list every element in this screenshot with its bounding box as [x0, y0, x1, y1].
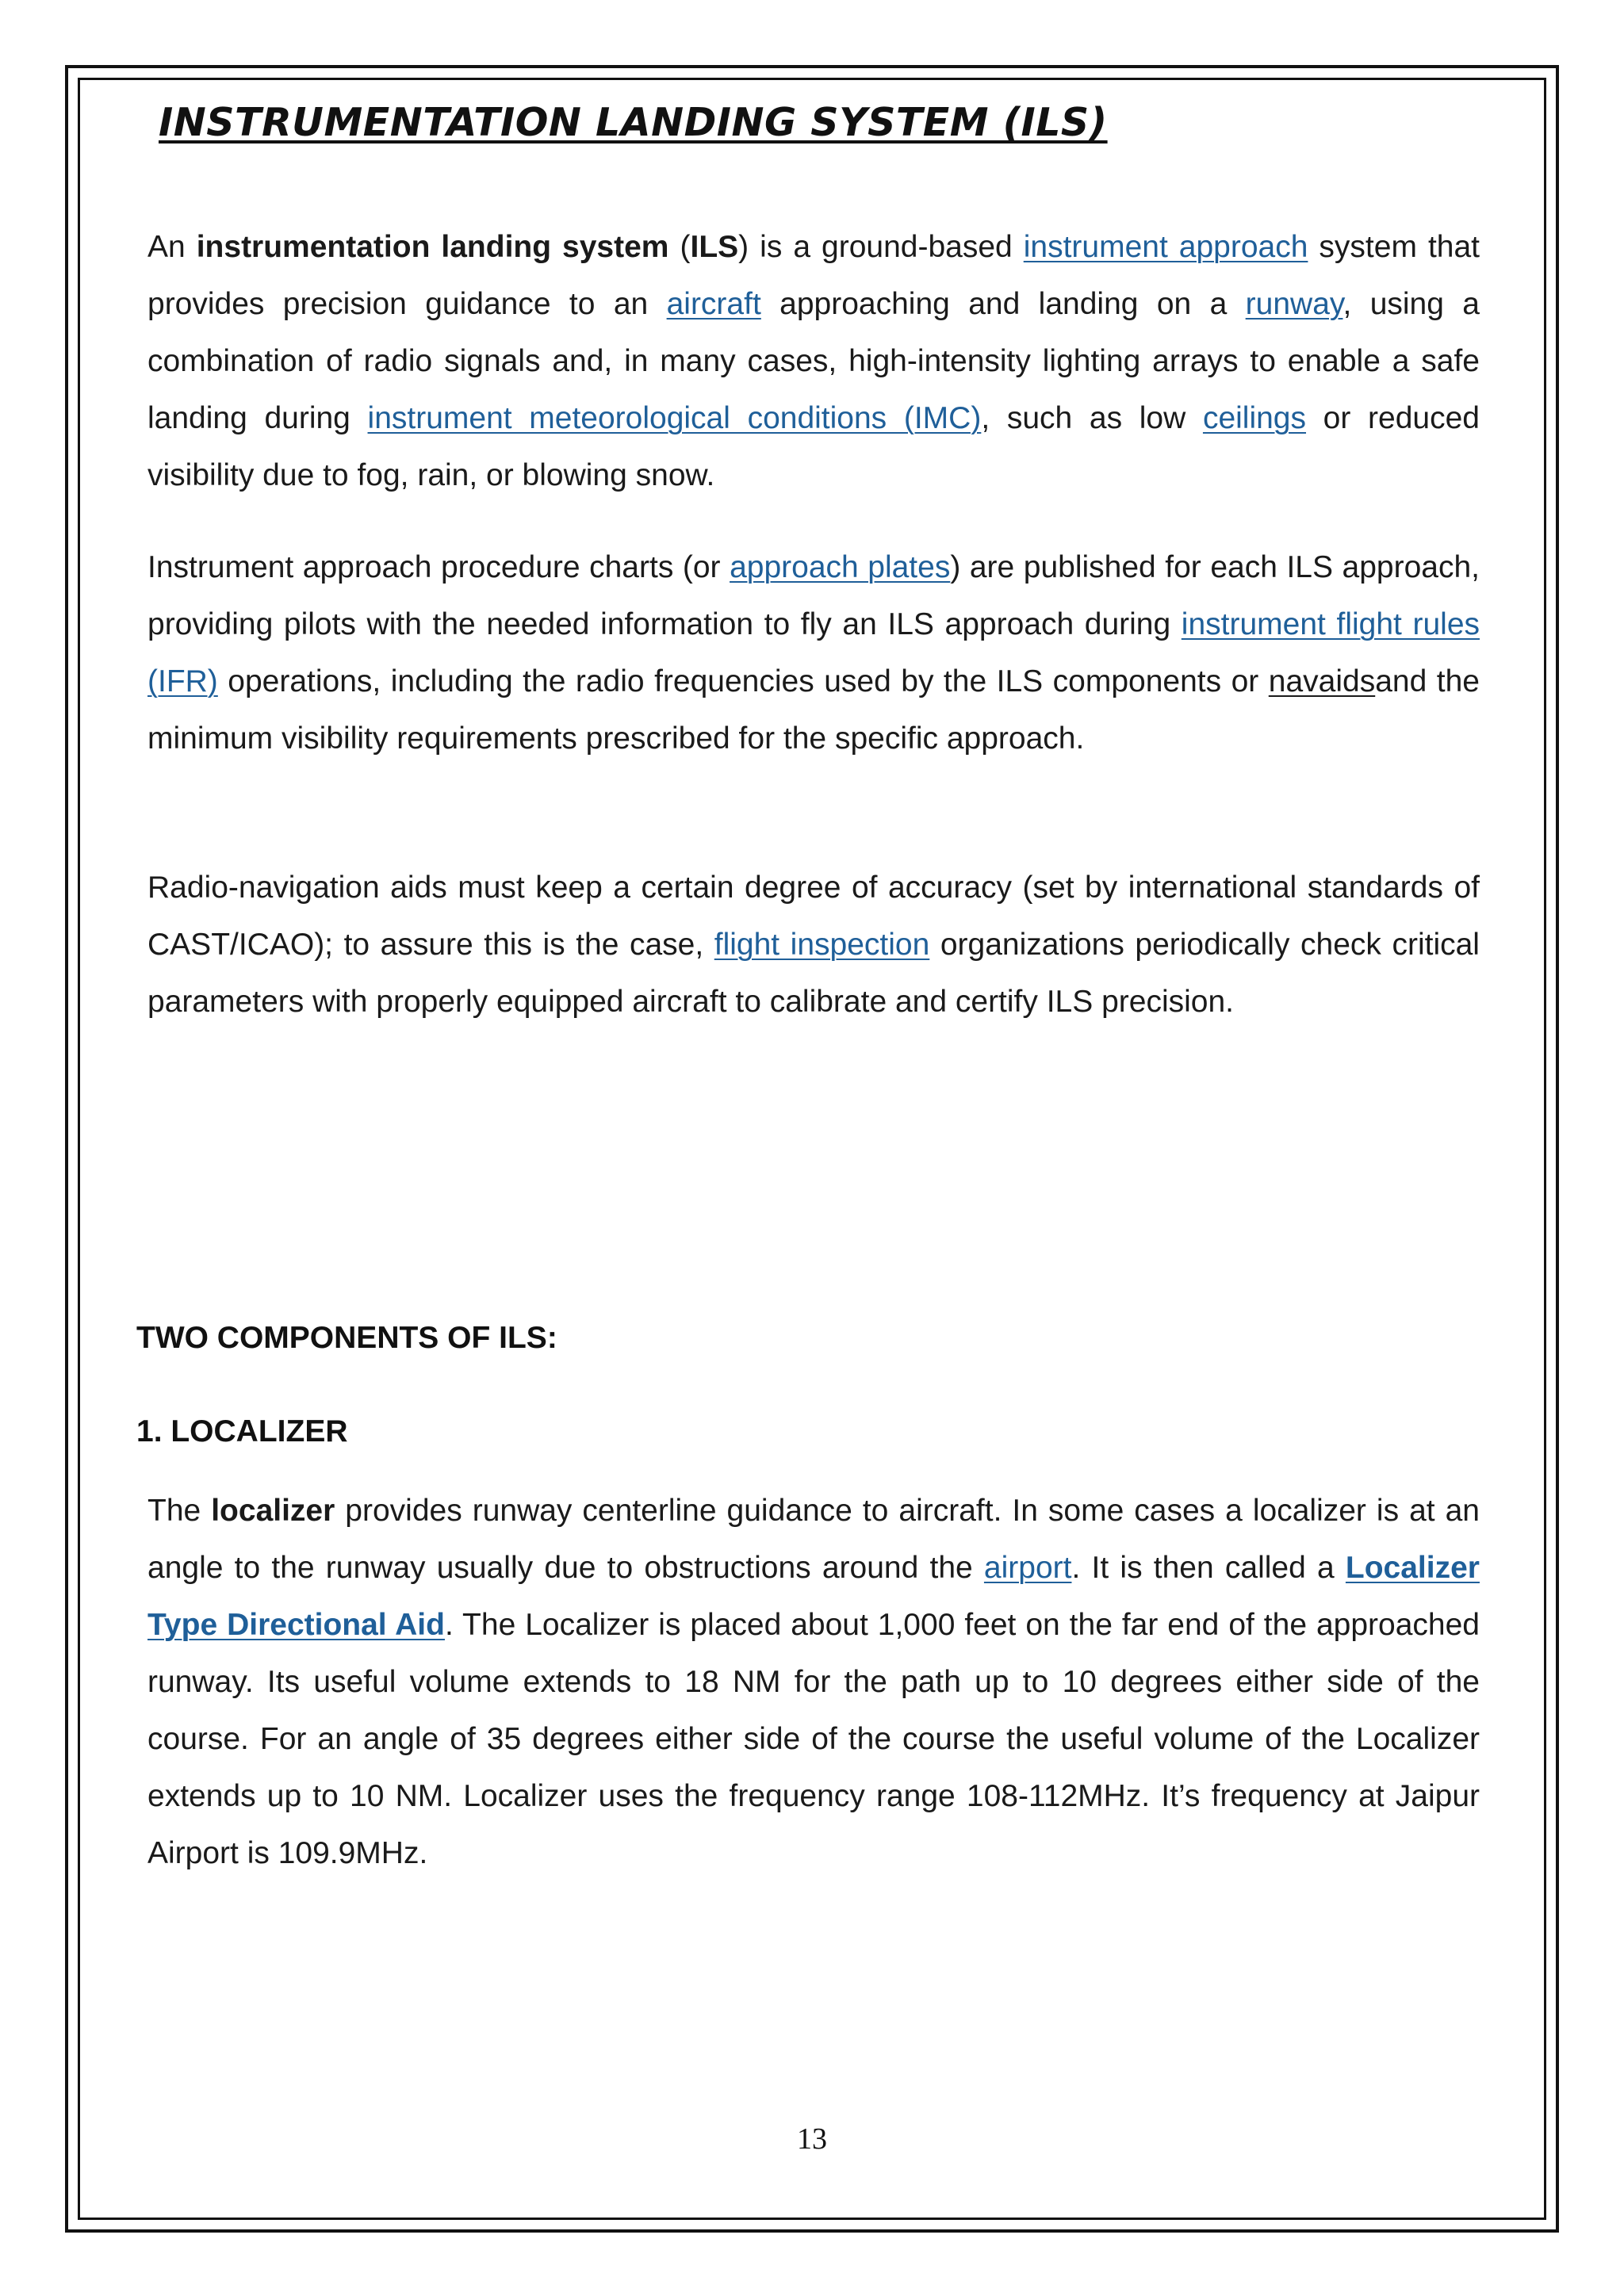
- link-aircraft[interactable]: aircraft: [666, 287, 761, 321]
- link-imc[interactable]: instrument meteorological conditions (IMC): [367, 401, 982, 435]
- accuracy-paragraph: Radio-navigation aids must keep a certain degree of accuracy (set by international standards of CAST/ICAO); to assure this is the case, flight inspection organizations periodically check critical parameters with properly equipped aircraft to calibrate and certify ILS precision.: [147, 871, 1480, 1019]
- localizer-heading: 1. LOCALIZER: [136, 1414, 348, 1448]
- term-ils-full: instrumentation landing system: [196, 230, 669, 264]
- page-number: 13: [797, 2122, 827, 2156]
- navaids-term: navaids: [1268, 664, 1376, 698]
- link-airport[interactable]: airport: [983, 1551, 1072, 1585]
- term-localizer: localizer: [211, 1494, 335, 1528]
- link-flight-inspection[interactable]: flight inspection: [714, 928, 930, 962]
- link-runway[interactable]: runway: [1245, 287, 1343, 321]
- link-ifr[interactable]: instrument flight rules (IFR): [147, 607, 1480, 698]
- link-instrument-approach[interactable]: instrument approach: [1023, 230, 1308, 264]
- localizer-paragraph: The localizer provides runway centerline guidance to aircraft. In some cases a localizer is at an angle to the runway usually due to obstructions around the airport. It is then called a Localizer Type Directional Aid. The Localizer is placed about 1,000 feet on the far end of the approached runway. Its useful volume extends to 18 NM for the path up to 10 degrees either side of the course. For an angle of 35 degrees either side of the course the useful volume of the Localizer extends up to 10 NM. Localizer uses the frequency range 108-112MHz. It’s frequency at Jaipur Airport is 109.9MHz.: [147, 1494, 1480, 1870]
- intro-paragraph: An instrumentation landing system (ILS) is a ground-based instrument approach system that provides precision guidance to an aircraft approaching and landing on a runway, using a combination of radio signals and, in many cases, high-intensity lighting arrays to enable a safe landing during instrument meteorological conditions (IMC), such as low ceilings or reduced visibility due to fog, rain, or blowing snow.: [147, 230, 1480, 492]
- term-ils-abbr: ILS: [690, 230, 739, 264]
- section-heading: TWO COMPONENTS OF ILS:: [136, 1321, 557, 1355]
- link-localizer-type-directional-aid[interactable]: Localizer Type Directional Aid: [147, 1551, 1480, 1642]
- page-title: INSTRUMENTATION LANDING SYSTEM (ILS): [159, 100, 1108, 145]
- link-approach-plates[interactable]: approach plates: [730, 550, 951, 584]
- approach-charts-paragraph: Instrument approach procedure charts (or approach plates) are published for each ILS approach, providing pilots with the needed information to fly an ILS approach during instrument flight rules (IFR) operations, including the radio frequencies used by the ILS components or navaidsand the minimum visibility requirements prescribed for the specific approach.: [147, 550, 1480, 756]
- link-ceilings[interactable]: ceilings: [1202, 401, 1307, 435]
